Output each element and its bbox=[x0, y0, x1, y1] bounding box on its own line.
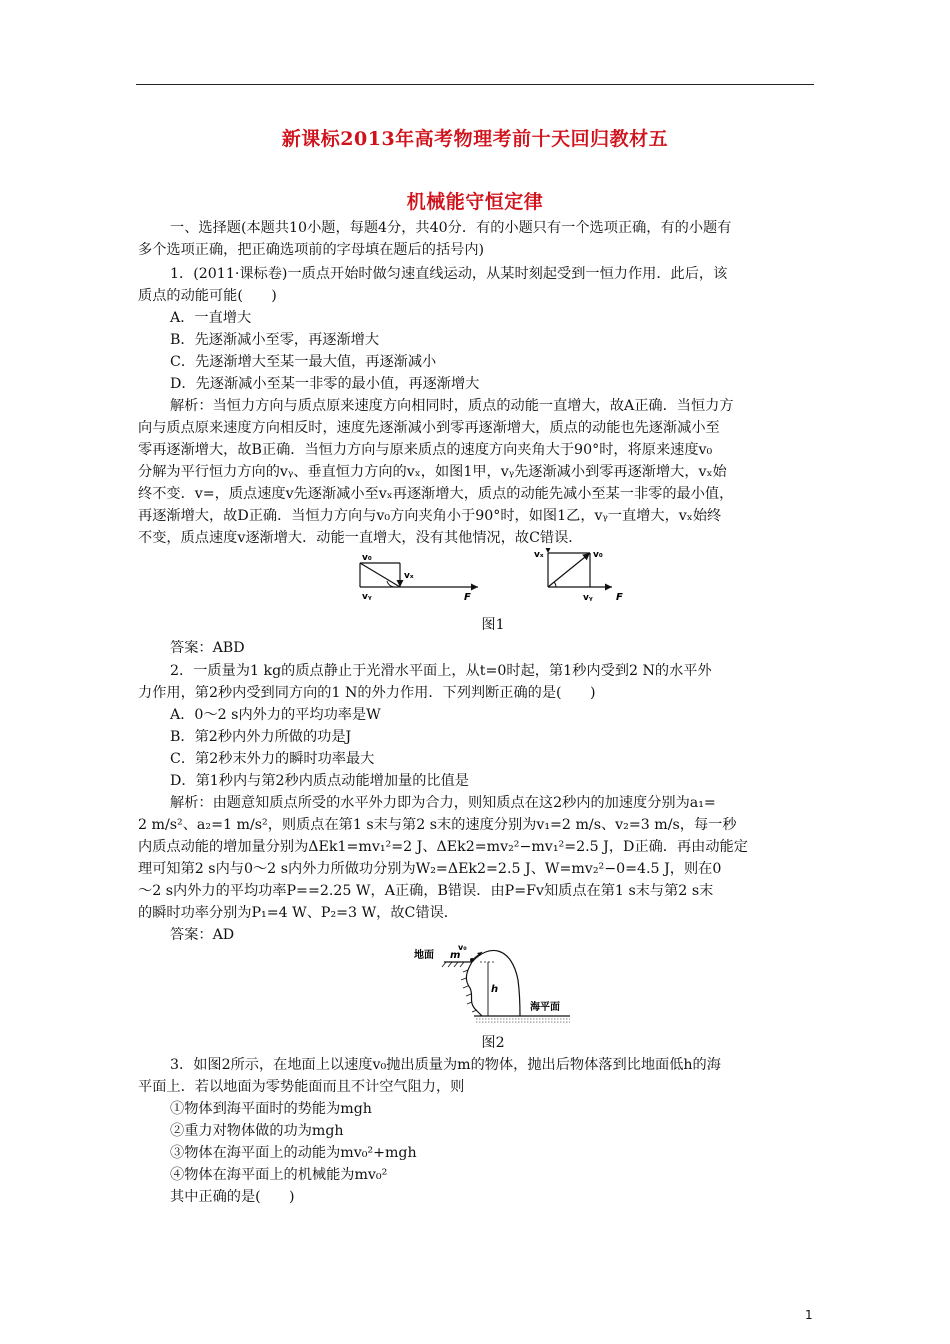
question-1-analysis-cont: 再逐渐增大，故D正确．当恒力方向与v₀方向夹角小于90°时，如图1乙，vᵧ一直增大，vₓ始终 bbox=[138, 508, 722, 524]
question-2-analysis-cont: 的瞬时功率分别为P₁=4 W、P₂=3 W，故C错误． bbox=[138, 905, 458, 921]
question-3-statement-3: ③物体在海平面上的动能为mv₀²+mgh bbox=[170, 1145, 417, 1161]
question-2-option-d: D．第1秒内与第2秒内质点动能增加量的比值是 bbox=[170, 773, 469, 789]
section-heading-line: 一、选择题(本题共10小题，每题4分，共40分．有的小题只有一个选项正确，有的小题有 bbox=[170, 220, 732, 236]
figure-2-caption: 图2 bbox=[481, 1035, 505, 1051]
question-1-analysis-cont: 终不变．v=，质点速度v先逐渐减小至vₓ再逐渐增大，质点的动能先减小至某一非零的最小值， bbox=[138, 486, 734, 502]
figure-1-caption: 图1 bbox=[481, 617, 505, 633]
question-1-stem-cont: 质点的动能可能( ) bbox=[138, 288, 277, 304]
label-v0: v₀ bbox=[362, 553, 372, 563]
label-f: F bbox=[464, 592, 471, 603]
figure-1-left-diagram bbox=[360, 553, 478, 603]
question-1-analysis: 解析：当恒力方向与质点原来速度方向相同时，质点的动能一直增大，故A正确．当恒力方 bbox=[170, 398, 734, 414]
question-1-option-d: D．先逐渐减小至某一非零的最小值，再逐渐增大 bbox=[170, 376, 480, 392]
label-vy: vᵧ bbox=[583, 593, 593, 603]
question-1-option-c: C．先逐渐增大至某一最大值，再逐渐减小 bbox=[170, 354, 437, 370]
question-3-stem-cont: 平面上．若以地面为零势能面而且不计空气阻力，则 bbox=[138, 1079, 465, 1095]
question-2-option-c: C．第2秒末外力的瞬时功率最大 bbox=[170, 751, 375, 767]
question-3-prompt: 其中正确的是( ) bbox=[170, 1189, 295, 1205]
figure-1 bbox=[340, 548, 640, 606]
cliff-face bbox=[466, 962, 482, 1016]
question-1-analysis-cont: 零再逐渐增大，故B正确．当恒力方向与原来质点的速度方向夹角大于90°时，将原来速度v₀ bbox=[138, 442, 713, 458]
question-3-statement-1: ①物体到海平面时的势能为mgh bbox=[170, 1101, 372, 1117]
question-1-analysis-cont: 向与质点原来速度方向相反时，速度先逐渐减小到零再逐渐增大，质点的动能也先逐渐减小至 bbox=[138, 420, 720, 436]
question-2-analysis: 解析：由题意知质点所受的水平外力即为合力，则知质点在这2秒内的加速度分别为a₁= bbox=[170, 795, 716, 811]
label-v0: v₀ bbox=[593, 550, 603, 560]
question-2-answer: 答案：AD bbox=[170, 927, 235, 943]
question-2-stem: 2．一质量为1 kg的质点静止于光滑水平面上，从t=0时起，第1秒内受到2 N的水平外 bbox=[170, 663, 712, 679]
question-1-option-a: A．一直增大 bbox=[170, 310, 252, 326]
question-2-stem-cont: 力作用，第2秒内受到同方向的1 N的外力作用．下列判断正确的是( ) bbox=[138, 685, 596, 701]
question-2-option-a: A．0～2 s内外力的平均功率是W bbox=[170, 707, 381, 723]
label-v0: v₀ bbox=[458, 943, 467, 952]
label-vy: vᵧ bbox=[362, 592, 372, 602]
label-vx: vₓ bbox=[404, 571, 414, 581]
label-h: h bbox=[491, 984, 499, 995]
figure-1-right-diagram bbox=[534, 550, 623, 603]
document-subtitle: 机械能守恒定律 bbox=[406, 191, 544, 213]
sea-hatch bbox=[476, 1019, 570, 1022]
question-1-stem: 1．(2011·课标卷)一质点开始时做匀速直线运动，从某时刻起受到一恒力作用．此后，该 bbox=[170, 266, 728, 282]
v-diagonal bbox=[360, 563, 400, 587]
question-2-analysis-cont: ～2 s内外力的平均功率P==2.25 W，A正确，B错误．由P=Fv知质点在第1 s末与第2 s末 bbox=[138, 883, 714, 899]
question-3-stem: 3．如图2所示，在地面上以速度v₀抛出质量为m的物体，抛出后物体落到比地面低h的海 bbox=[170, 1057, 721, 1073]
ground-hatch bbox=[442, 962, 464, 967]
figure-2 bbox=[410, 940, 580, 1030]
question-2-analysis-cont: 2 m/s²、a₂=1 m/s²，则质点在第1 s末与第2 s末的速度分别为v₁=2 m/s、v₂=3 m/s，每一秒 bbox=[138, 817, 737, 833]
label-ground: 地面 bbox=[414, 950, 434, 961]
question-2-analysis-cont: 内质点动能的增加量分别为ΔEk1=mv₁²=2 J、ΔEk2=mv₂²−mv₁²=2.5 J，D正确．再由动能定 bbox=[138, 839, 748, 855]
document-title: 新课标2013年高考物理考前十天回归教材五 bbox=[281, 128, 669, 150]
question-1-option-b: B．先逐渐减小至零，再逐渐增大 bbox=[170, 332, 380, 348]
text-line: 多个选项正确，把正确选项前的字母填在题后的括号内) bbox=[138, 242, 485, 258]
question-1-analysis-cont: 分解为平行恒力方向的vᵧ、垂直恒力方向的vₓ，如图1甲，vᵧ先逐渐减小到零再逐渐增大，vₓ始 bbox=[138, 464, 727, 480]
label-f: F bbox=[616, 592, 623, 603]
label-sea: 海平面 bbox=[530, 1002, 560, 1013]
page-number: 1 bbox=[805, 1308, 813, 1322]
question-3-statement-4: ④物体在海平面上的机械能为mv₀² bbox=[170, 1167, 388, 1183]
label-m: m bbox=[450, 950, 461, 961]
header-rule bbox=[136, 84, 814, 85]
question-3-statement-2: ②重力对物体做的功为mgh bbox=[170, 1123, 344, 1139]
label-vx: vₓ bbox=[534, 550, 544, 560]
question-2-analysis-cont: 理可知第2 s内与0～2 s内外力所做功分别为W₂=ΔEk2=2.5 J、W=mv₂²−0=4.5 J，则在0 bbox=[138, 861, 722, 877]
angle-arc bbox=[554, 582, 556, 587]
question-2-option-b: B．第2秒内外力所做的功是J bbox=[170, 729, 352, 745]
question-1-answer: 答案：ABD bbox=[170, 640, 245, 656]
cliff-hatch bbox=[461, 970, 477, 1012]
question-1-analysis-cont: 不变，质点速度v逐渐增大．动能一直增大，没有其他情况，故C错误． bbox=[138, 530, 583, 546]
